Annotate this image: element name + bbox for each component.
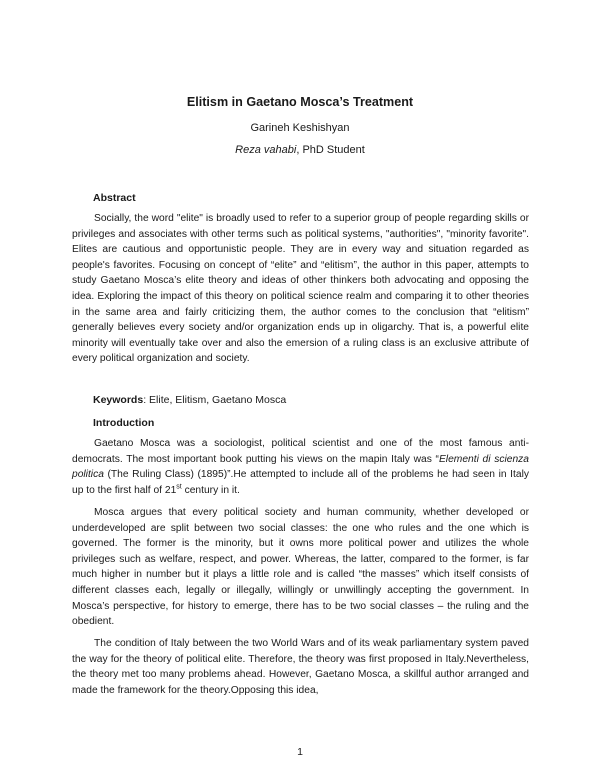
coauthor-line xyxy=(0,143,600,157)
keywords-label: Keywords xyxy=(93,394,144,406)
abstract-body xyxy=(72,211,529,367)
intro-p1-text xyxy=(72,436,529,498)
intro-p1-book-title: Elementi di scienza politica xyxy=(72,453,529,481)
abstract-paragraph: Socially, the word "elite" is broadly used to refer to a superior group of people regarding skills or privileges and associates with other terms such as political systems, "authorities", "minority favorite". Elites are cautious and opportunistic people. They are in every way and situation regarded as people's favorites. Focusing on concept of “elite” and “elitism”, the author in this paper, attempts to study Gaetano Mosca’s elite theory and ideas of other thinkers both advocating and opposing the idea. Exploring the impact of this theory on political science realm and comparing it to other theories in the same area and fairly criticizing them, the author comes to the conclusion that “elitism” generally believes every society and/or organization ends up in oligarchy. That is, a powerful elite minority will eventually take over and also the emersion of a ruling class is an exclusive attribute of every political organization and society. xyxy=(72,213,529,365)
coauthor-name: Reza vahabi xyxy=(235,144,297,156)
page-number: 1 xyxy=(297,746,303,758)
intro-p1-superscript: st xyxy=(176,483,182,491)
abstract-heading: Abstract xyxy=(93,192,136,204)
author-name: Garineh Keshishyan xyxy=(250,122,350,134)
keywords-list: : Elite, Elitism, Gaetano Mosca xyxy=(143,394,287,406)
introduction-paragraph-3 xyxy=(72,636,529,698)
coauthor-role: , PhD Student xyxy=(296,144,365,156)
keywords-line xyxy=(93,393,286,407)
intro-p2-text: Mosca argues that every political society and human community, whether developed or underdeveloped are split between two social classes: the one who rules and the one which is governed. The former is the minority, but it owns more political power and utilizes the whole privileges such as welfare, respect, and power. Whereas, the latter, compared to the former, is far much higher in number but it plays a little role and is called “the masses” which itself consists of different classes each, legally or illegally, willingly or unwillingly accepting the government. In Mosca’s perspective, for history to emerge, there has to be two social classes – the ruling and the obedient. xyxy=(72,507,529,628)
intro-p1-part-a: Gaetano Mosca was a sociologist, political scientist and one of the most famous anti-democrats. The most important book putting his views on the mapin Italy was “ xyxy=(72,438,529,465)
introduction-heading: Introduction xyxy=(93,417,155,429)
intro-p1-part-c: century in it. xyxy=(181,484,240,496)
introduction-paragraph-2 xyxy=(72,505,529,630)
intro-p3-text: The condition of Italy between the two World Wars and of its weak parliamentary system paved the way for the theory of political elite. Therefore, the theory was first proposed in Italy.Nevertheless, the theory met too many problems ahead. However, Gaetano Mosca, a skillful author arranged and made the framework for the theory.Opposing this idea, xyxy=(72,638,529,696)
introduction-paragraph-1 xyxy=(72,436,529,498)
paper-title: Elitism in Gaetano Mosca’s Treatment xyxy=(186,95,414,109)
intro-p1-part-b: (The Ruling Class) (1895)”.He attempted to include all of the problems he had seen in Italy up to the first half of 21 xyxy=(72,469,529,496)
